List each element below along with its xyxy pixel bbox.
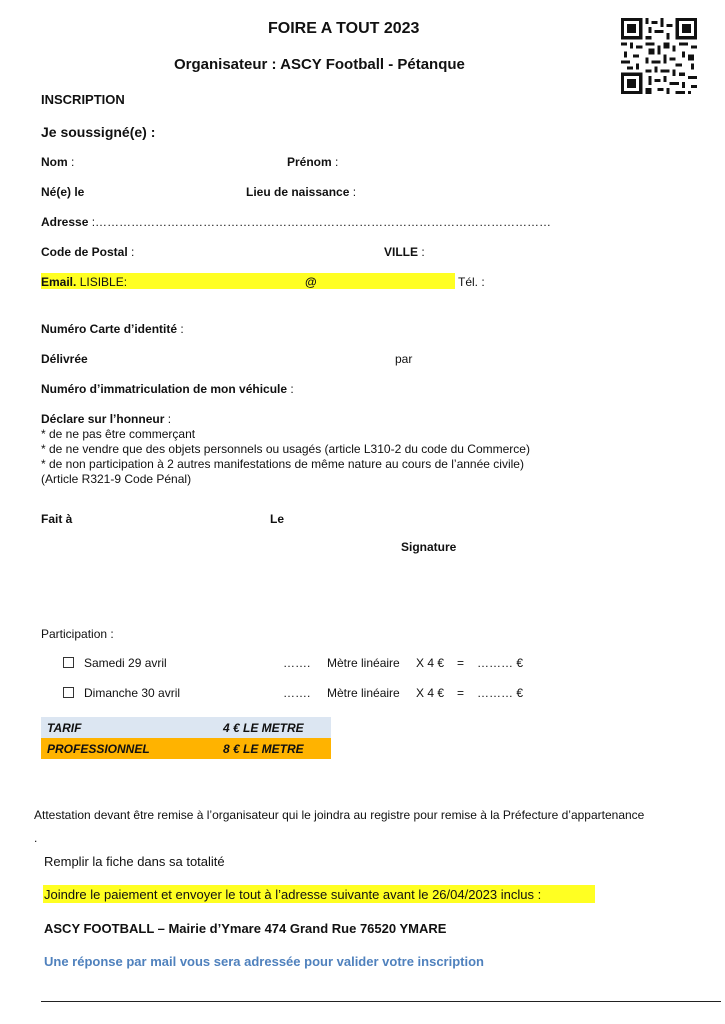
tarif-label: TARIF bbox=[47, 721, 82, 735]
issued-by-field[interactable]: par bbox=[395, 352, 413, 366]
signature-label[interactable]: Signature bbox=[401, 540, 457, 554]
declaration-list bbox=[41, 427, 530, 487]
email-field[interactable] bbox=[41, 275, 127, 289]
prenom-sep: : bbox=[331, 155, 339, 169]
postal-code-label: Code de Postal bbox=[41, 245, 128, 259]
birthdate-field[interactable]: Né(e) le bbox=[41, 185, 85, 199]
meters-input[interactable]: ……. bbox=[283, 656, 311, 670]
day-row-saturday[interactable] bbox=[63, 656, 167, 670]
vehicle-plate-field[interactable] bbox=[41, 382, 294, 396]
tarif-value: 4 € LE METRE bbox=[223, 721, 304, 735]
response-note: Une réponse par mail vous sera adressée pour valider votre inscription bbox=[44, 954, 484, 969]
email-label: Email. bbox=[41, 275, 77, 289]
postal-address: ASCY FOOTBALL – Mairie d’Ymare 474 Grand Rue 76520 YMARE bbox=[44, 921, 447, 936]
page-title: FOIRE A TOUT 2023 bbox=[268, 20, 420, 37]
issued-field[interactable]: Délivrée bbox=[41, 352, 88, 366]
phone-field[interactable]: Tél. : bbox=[458, 275, 485, 289]
declaration-heading bbox=[41, 412, 171, 426]
unit-label: Mètre linéaire bbox=[327, 656, 400, 670]
email-lisible: LISIBLE: bbox=[76, 275, 128, 289]
declaration-item: * de ne vendre que des objets personnels ou usagés (article L310-2 du code du Commerce) bbox=[41, 442, 530, 456]
payment-sep: : bbox=[533, 887, 542, 902]
nom-field[interactable] bbox=[41, 155, 74, 169]
declaration-sep: : bbox=[164, 412, 172, 426]
postal-code-sep: : bbox=[127, 245, 135, 259]
prenom-field[interactable] bbox=[287, 155, 338, 169]
attestation-note: Attestation devant être remise à l’organisateur qui le joindra au registre pour remise à la Préfecture d’appartenance bbox=[34, 808, 645, 822]
meters-input[interactable]: ……. bbox=[283, 686, 311, 700]
nom-label: Nom bbox=[41, 155, 68, 169]
vehicle-plate-label: Numéro d’immatriculation de mon véhicule bbox=[41, 382, 288, 396]
organizer-line: Organisateur : ASCY Football - Pétanque bbox=[174, 56, 465, 73]
tarif-row-standard bbox=[41, 717, 331, 738]
payment-text: Joindre le paiement et envoyer le tout à l’adresse suivante avant le 26/04/2023 inclus bbox=[44, 887, 534, 902]
id-card-label: Numéro Carte d’identité bbox=[41, 322, 178, 336]
total-input[interactable]: ……… € bbox=[477, 656, 524, 670]
payment-instruction bbox=[44, 887, 541, 902]
declaration-item: * de ne pas être commerçant bbox=[41, 427, 196, 441]
price-label: X 4 € bbox=[416, 656, 445, 670]
declaration-item: * de non participation à 2 autres manifestations de même nature au cours de l’année civile) bbox=[41, 457, 524, 471]
day-row-sunday[interactable] bbox=[63, 686, 180, 700]
date-field[interactable]: Le bbox=[270, 512, 285, 526]
saturday-checkbox[interactable] bbox=[63, 657, 74, 668]
day-label: Dimanche 30 avril bbox=[84, 686, 181, 700]
city-field[interactable] bbox=[384, 245, 425, 259]
postal-code-field[interactable] bbox=[41, 245, 134, 259]
equals-sign: = bbox=[457, 686, 465, 700]
declaration-item: (Article R321-9 Code Pénal) bbox=[41, 472, 192, 486]
id-card-sep: : bbox=[177, 322, 184, 336]
day-label: Samedi 29 avril bbox=[84, 656, 167, 670]
city-label: VILLE bbox=[384, 245, 419, 259]
fill-instruction: Remplir la fiche dans sa totalité bbox=[44, 854, 225, 869]
stray-dot: . bbox=[34, 831, 38, 845]
tarif-label: PROFESSIONNEL bbox=[47, 742, 150, 756]
birthplace-sep: : bbox=[349, 185, 357, 199]
vehicle-plate-sep: : bbox=[287, 382, 294, 396]
prenom-label: Prénom bbox=[287, 155, 332, 169]
birthplace-field[interactable] bbox=[246, 185, 356, 199]
made-at-field[interactable]: Fait à bbox=[41, 512, 73, 526]
sunday-checkbox[interactable] bbox=[63, 687, 74, 698]
declaration-label: Déclare sur l’honneur bbox=[41, 412, 165, 426]
birthplace-label: Lieu de naissance bbox=[246, 185, 350, 199]
participation-label: Participation : bbox=[41, 627, 114, 641]
price-label: X 4 € bbox=[416, 686, 445, 700]
nom-sep: : bbox=[67, 155, 75, 169]
total-input[interactable]: ……… € bbox=[477, 686, 524, 700]
address-field[interactable] bbox=[41, 215, 551, 229]
id-card-field[interactable] bbox=[41, 322, 184, 336]
section-inscription: INSCRIPTION bbox=[41, 92, 125, 107]
address-label: Adresse bbox=[41, 215, 89, 229]
city-sep: : bbox=[418, 245, 425, 259]
email-at-sign: @ bbox=[305, 275, 317, 289]
equals-sign: = bbox=[457, 656, 465, 670]
undersigned-label: Je soussigné(e) : bbox=[41, 124, 156, 140]
unit-label: Mètre linéaire bbox=[327, 686, 400, 700]
address-dots: :…………………………………………………………………………………………………… bbox=[88, 215, 552, 229]
qr-code-icon bbox=[621, 18, 697, 94]
bottom-divider bbox=[41, 1001, 721, 1002]
tarif-value: 8 € LE METRE bbox=[223, 742, 304, 756]
tarif-row-professional bbox=[41, 738, 331, 759]
